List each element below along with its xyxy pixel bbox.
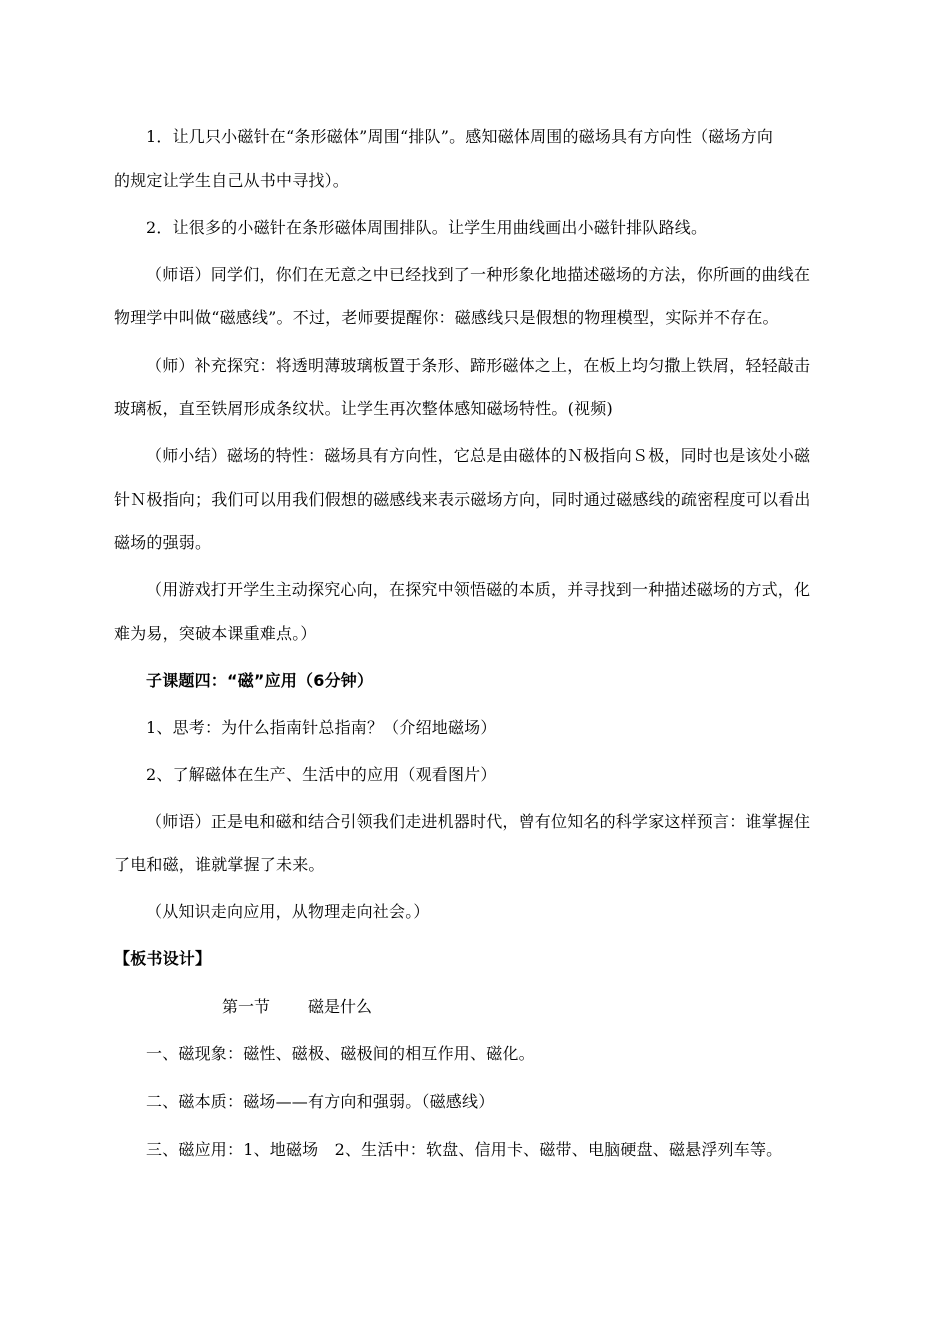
paragraph-5-line-3: 磁场的强弱。 <box>114 533 212 552</box>
paragraph-4-line-2: 玻璃板，直至铁屑形成条纹状。让学生再次整体感知磁场特性。(视频) <box>114 399 613 418</box>
paragraph-1-line-1: 1．让几只小磁针在“条形磁体”周围“排队”。感知磁体周围的磁场具有方向性（磁场方向 <box>146 127 774 146</box>
paragraph-7-line-1: （师语）正是电和磁和结合引领我们走进机器时代，曾有位知名的科学家这样预言：谁掌握住 <box>146 812 811 831</box>
paragraph-7-line-2: 了电和磁，谁就掌握了未来。 <box>114 855 325 874</box>
question-1: 1、思考：为什么指南针总指南？（介绍地磁场） <box>146 718 497 737</box>
paragraph-6-line-2: 难为易，突破本课重难点。） <box>114 624 317 643</box>
board-item-3: 三、磁应用：1、地磁场 2、生活中：软盘、信用卡、磁带、电脑硬盘、磁悬浮列车等。 <box>146 1140 783 1159</box>
paragraph-1-line-2: 的规定让学生自己从书中寻找）。 <box>114 171 350 190</box>
question-2: 2、了解磁体在生产、生活中的应用（观看图片） <box>146 765 497 784</box>
board-title-section: 第一节 <box>222 997 271 1016</box>
board-design-heading: 【板书设计】 <box>114 949 212 968</box>
paragraph-6-line-1: （用游戏打开学生主动探究心向，在探究中领悟磁的本质，并寻找到一种描述磁场的方式，化 <box>146 580 811 599</box>
paragraph-2-line-1: 2．让很多的小磁针在条形磁体周围排队。让学生用曲线画出小磁针排队路线。 <box>146 218 708 237</box>
paragraph-3-line-2: 物理学中叫做“磁感线”。不过，老师要提醒你：磁感线只是假想的物理模型，实际并不存在。 <box>114 308 779 327</box>
paragraph-5-line-1: （师小结）磁场的特性：磁场具有方向性，它总是由磁体的Ｎ极指向Ｓ极，同时也是该处小磁 <box>146 446 811 465</box>
subtopic-4-heading: 子课题四：“磁”应用（6分钟） <box>146 671 374 690</box>
paragraph-5-line-2: 针Ｎ极指向；我们可以用我们假想的磁感线来表示磁场方向，同时通过磁感线的疏密程度可以看出 <box>114 490 811 509</box>
paragraph-8-line-1: （从知识走向应用，从物理走向社会。） <box>146 902 430 921</box>
paragraph-4-line-1: （师）补充探究：将透明薄玻璃板置于条形、蹄形磁体之上，在板上均匀撒上铁屑，轻轻敲击 <box>146 356 811 375</box>
board-item-1: 一、磁现象：磁性、磁极、磁极间的相互作用、磁化。 <box>146 1044 535 1063</box>
board-item-2: 二、磁本质：磁场——有方向和强弱。（磁感线） <box>146 1092 495 1111</box>
paragraph-3-line-1: （师语）同学们，你们在无意之中已经找到了一种形象化地描述磁场的方法，你所画的曲线在 <box>146 265 811 284</box>
board-title-topic: 磁是什么 <box>308 997 373 1016</box>
board-title <box>222 997 372 1017</box>
